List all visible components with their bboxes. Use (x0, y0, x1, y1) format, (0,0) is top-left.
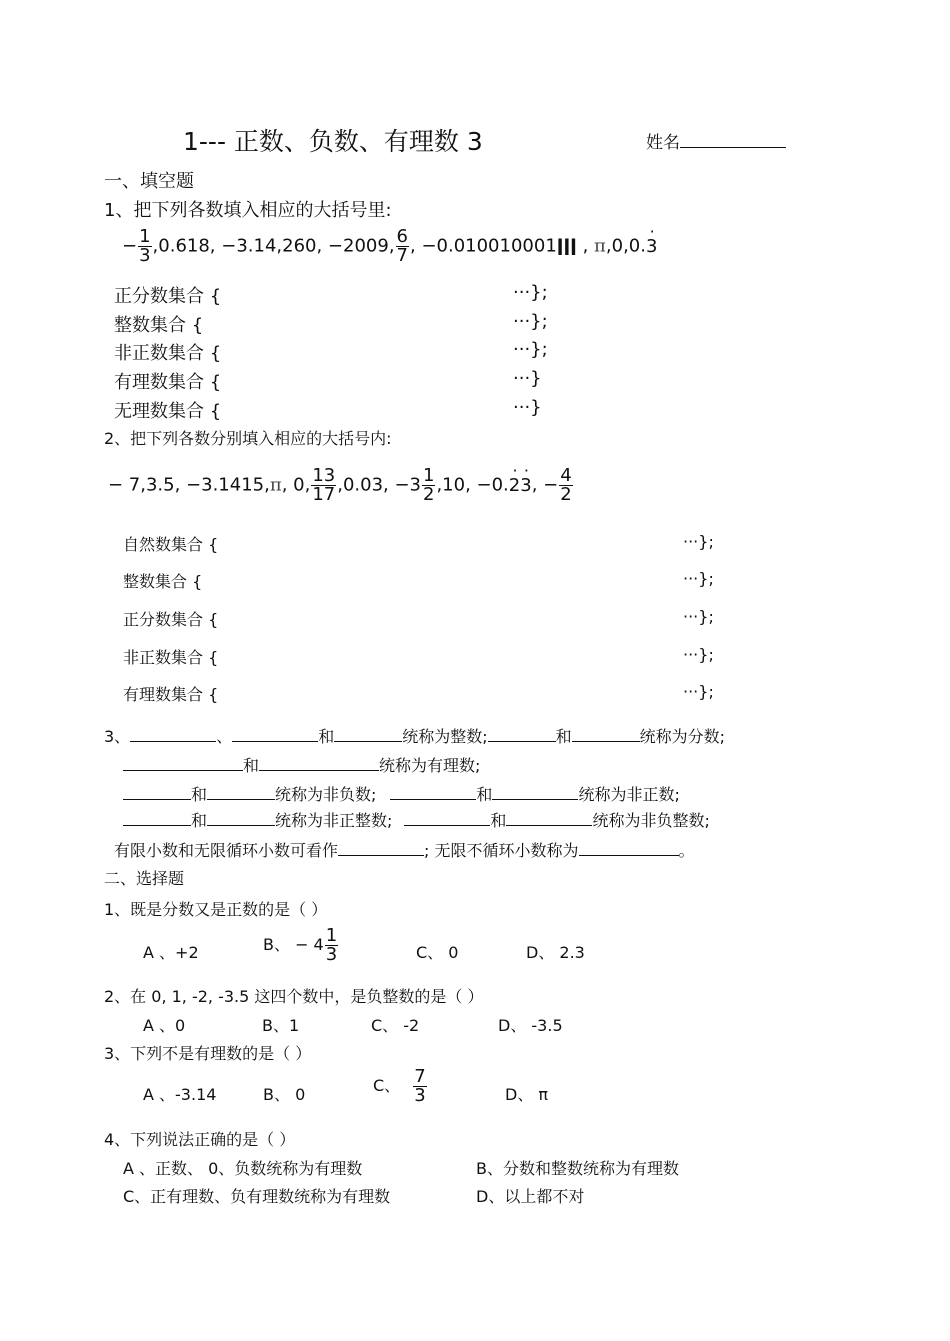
question-prompt: 1、既是分数又是正数的是（ ） (104, 900, 328, 919)
answer-blank[interactable] (123, 785, 191, 800)
set-label: 非正数集合 { (114, 343, 222, 364)
question-prompt: 1、把下列各数填入相应的大括号里: (104, 200, 392, 221)
fraction: $\frac{1}{3}$ (139, 226, 151, 266)
fill-line: 3、 、 和 统称为整数; 和 统称为分数; (104, 727, 726, 746)
answer-blank[interactable] (334, 727, 402, 742)
fill-line: 有限小数和无限循环小数可看作 ; 无限不循环小数称为 。 (114, 841, 695, 860)
set-label: 有理数集合 { (114, 372, 222, 393)
choice-a[interactable]: A 、正数、 0、负数统称为有理数 (123, 1159, 363, 1178)
fraction: $\frac{1}{2}$ (423, 465, 435, 505)
answer-blank[interactable] (130, 727, 216, 742)
section-heading: 一、填空题 (104, 171, 194, 192)
answer-blank[interactable] (207, 811, 275, 826)
fraction: $\frac{1}{3}$ (325, 925, 338, 965)
set-end: ···}; (513, 282, 548, 303)
set-end: ···}; (683, 645, 714, 664)
set-end: ···}; (513, 339, 548, 360)
fraction: $\frac{13}{17}$ (312, 465, 336, 505)
set-end: ···} (513, 397, 542, 418)
set-end: ···}; (683, 532, 714, 551)
choice-a[interactable]: A 、+2 (143, 943, 199, 962)
question-prompt: 2、把下列各数分别填入相应的大括号内: (104, 429, 392, 448)
choice-c[interactable]: C、 0 (416, 943, 459, 962)
set-end: ···}; (683, 569, 714, 588)
ellipsis-marks-icon: ǀǀǀ (556, 235, 577, 257)
choice-c[interactable]: C、正有理数、负有理数统称为有理数 (123, 1187, 391, 1206)
set-label: 无理数集合 { (114, 401, 222, 422)
choice-d[interactable]: D、 2.3 (526, 943, 585, 962)
set-label: 自然数集合 { (123, 535, 219, 554)
set-end: ···}; (683, 607, 714, 626)
answer-blank[interactable] (338, 841, 424, 856)
answer-blank[interactable] (492, 785, 578, 800)
set-label: 正分数集合 { (114, 286, 222, 307)
set-label: 非正数集合 { (123, 648, 219, 667)
fill-line: 和 统称为非负数; 和 统称为非正数; (123, 782, 680, 805)
choice-b[interactable]: B、1 (262, 1016, 300, 1035)
answer-blank[interactable] (123, 756, 243, 771)
answer-blank[interactable] (232, 727, 318, 742)
answer-blank[interactable] (123, 811, 191, 826)
choice-a[interactable]: A 、0 (143, 1016, 186, 1035)
choice-d[interactable]: D、以上都不对 (476, 1187, 585, 1206)
answer-blank[interactable] (488, 727, 556, 742)
question-prompt: 3、下列不是有理数的是（ ） (104, 1044, 312, 1063)
question-prompt: 4、下列说法正确的是（ ） (104, 1130, 296, 1149)
choice-a[interactable]: A 、-3.14 (143, 1085, 217, 1104)
fraction: $\frac{4}{2}$ (560, 465, 572, 505)
answer-blank[interactable] (506, 811, 592, 826)
page-title: 1--- 正数、负数、有理数 3 (183, 127, 483, 156)
set-label: 整数集合 { (123, 572, 203, 591)
answer-blank[interactable] (390, 785, 476, 800)
set-end: ···}; (513, 311, 548, 332)
number-sequence: − 7,3.5, −3.1415,π, 0, $\frac{13}{17}$ ,0.03, −3 $\frac{1}{2}$ ,10, −0.· 2· 3, − $\frac{4}{2}$ (108, 467, 574, 504)
choice-d[interactable]: D、 -3.5 (498, 1016, 563, 1035)
answer-blank[interactable] (579, 841, 679, 856)
choice-b[interactable]: B、分数和整数统称为有理数 (476, 1159, 679, 1178)
choice-c[interactable]: C、 $\frac{7}{3}$ (373, 1066, 426, 1106)
name-blank[interactable] (680, 133, 786, 148)
fill-line: 和 统称为有理数; (123, 753, 480, 776)
answer-blank[interactable] (207, 785, 275, 800)
answer-blank[interactable] (259, 756, 379, 771)
name-label: 姓名 (646, 133, 680, 153)
answer-blank[interactable] (404, 811, 490, 826)
choice-c[interactable]: C、 -2 (371, 1016, 420, 1035)
set-label: 整数集合 { (114, 315, 204, 336)
fraction: $\frac{6}{7}$ (396, 226, 408, 266)
name-field (646, 128, 786, 153)
fraction: $\frac{7}{3}$ (414, 1066, 426, 1106)
number-sequence: − $\frac{1}{3}$ ,0.618, −3.14,260, −2009, $\frac{6}{7}$ , −0.010010001ǀǀǀ , π,0,0.· 3 (122, 228, 657, 265)
set-label: 有理数集合 { (123, 685, 219, 704)
answer-blank[interactable] (572, 727, 640, 742)
set-end: ···}; (683, 682, 714, 701)
choice-b[interactable]: B、 − 4 $\frac{1}{3}$ (263, 925, 338, 965)
set-label: 正分数集合 { (123, 610, 219, 629)
choice-b[interactable]: B、 0 (263, 1085, 306, 1104)
question-prompt: 2、在 0, 1, -2, -3.5 这四个数中，是负整数的是（ ） (104, 987, 484, 1006)
choice-d[interactable]: D、 π (505, 1085, 549, 1104)
fill-line: 和 统称为非正整数; 和 统称为非负整数; (123, 808, 710, 831)
set-end: ···} (513, 368, 542, 389)
section-heading: 二、选择题 (104, 869, 185, 888)
